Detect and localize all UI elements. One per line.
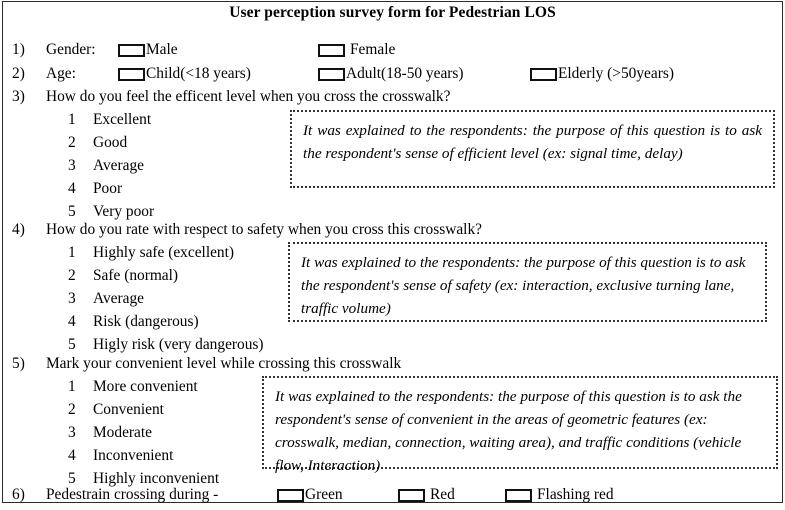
question-5-text: Mark your convenient level while crossing this crosswalk (46, 355, 402, 372)
scale-label: Average (93, 290, 144, 307)
note-text: It was explained to the respondents: the purpose of this question is to ask the respondent's sense of safety (ex: interaction, exclusive turning lane, traffic volume) (301, 254, 746, 317)
checkbox-age-elderly[interactable] (530, 65, 674, 83)
checkbox-signal-green[interactable] (277, 486, 343, 504)
checkbox-label: Female (350, 41, 396, 58)
scale-label: Poor (93, 180, 123, 197)
checkbox-box-icon[interactable] (505, 489, 532, 502)
question-5-number: 5) (12, 355, 25, 372)
scale-label: Convenient (93, 401, 164, 418)
checkbox-box-icon[interactable] (318, 44, 345, 57)
scale-label: Safe (normal) (93, 267, 179, 284)
scale-value: 4 (68, 447, 76, 464)
scale-value: 1 (68, 378, 76, 395)
checkbox-age-child[interactable] (118, 65, 251, 83)
scale-value: 2 (68, 267, 76, 284)
checkbox-signal-flashing-red[interactable] (505, 486, 614, 504)
scale-value: 4 (68, 180, 76, 197)
question-3-text: How do you feel the efficent level when you cross the crosswalk? (46, 88, 451, 105)
scale-label: Highly safe (excellent) (93, 244, 235, 261)
scale-label: Highly inconvenient (93, 470, 220, 487)
note-box-question-5 (262, 376, 778, 474)
checkbox-box-icon[interactable] (277, 489, 304, 502)
checkbox-gender-male[interactable] (118, 41, 178, 59)
scale-value: 3 (68, 157, 76, 174)
note-box-question-4 (288, 242, 767, 322)
question-6-number: 6) (12, 486, 25, 503)
checkbox-box-icon[interactable] (318, 68, 345, 81)
checkbox-label: Flashing red (537, 486, 614, 503)
scale-value: 5 (68, 470, 76, 487)
scale-label: Moderate (93, 424, 152, 441)
scale-label: Higly risk (very dangerous) (93, 336, 264, 353)
question-2-text: Age: (46, 65, 76, 82)
question-1-number: 1) (12, 41, 25, 58)
scale-label: Good (93, 134, 128, 151)
scale-label: Average (93, 157, 144, 174)
checkbox-box-icon[interactable] (398, 489, 425, 502)
checkbox-label: Adult(18-50 years) (346, 65, 464, 82)
question-4-number: 4) (12, 221, 25, 238)
checkbox-signal-red[interactable] (398, 486, 455, 504)
scale-label: Very poor (93, 203, 155, 220)
checkbox-label: Child(<18 years) (146, 65, 251, 82)
note-text: It was explained to the respondents: the purpose of this question is to ask the respondent's sense of convenient in the areas of geometric features (ex: crosswalk, median, connection, waiting area), and traffic conditions (vehicle flow, Interaction) (275, 388, 742, 474)
scale-value: 3 (68, 424, 76, 441)
checkbox-age-adult[interactable] (318, 65, 464, 83)
note-text: It was explained to the respondents: the purpose of this question is to ask the respondent's sense of efficient level (ex: signal time, delay) (303, 122, 762, 162)
question-4-text: How do you rate with respect to safety when you cross this crosswalk? (46, 221, 482, 238)
scale-value: 3 (68, 290, 76, 307)
scale-label: Risk (dangerous) (93, 313, 199, 330)
question-3-number: 3) (12, 88, 25, 105)
checkbox-box-icon[interactable] (118, 68, 145, 81)
scale-value: 5 (68, 336, 76, 353)
scale-value: 1 (68, 244, 76, 261)
question-2-number: 2) (12, 65, 25, 82)
scale-label: Excellent (93, 111, 152, 128)
checkbox-gender-female[interactable] (318, 41, 395, 59)
scale-value: 1 (68, 111, 76, 128)
note-box-question-3 (290, 110, 775, 188)
checkbox-label: Elderly (>50years) (558, 65, 674, 82)
scale-value: 4 (68, 313, 76, 330)
scale-label: Inconvenient (93, 447, 174, 464)
checkbox-label: Male (146, 41, 178, 58)
question-1-text: Gender: (46, 41, 96, 58)
scale-value: 5 (68, 203, 76, 220)
scale-value: 2 (68, 401, 76, 418)
checkbox-label: Green (305, 486, 343, 503)
question-6-text: Pedestrain crossing during - (46, 486, 219, 503)
checkbox-box-icon[interactable] (530, 68, 557, 81)
scale-value: 2 (68, 134, 76, 151)
checkbox-box-icon[interactable] (118, 44, 145, 57)
scale-label: More convenient (93, 378, 198, 395)
page-title: User perception survey form for Pedestrian LOS (229, 4, 556, 21)
checkbox-label: Red (430, 486, 455, 503)
